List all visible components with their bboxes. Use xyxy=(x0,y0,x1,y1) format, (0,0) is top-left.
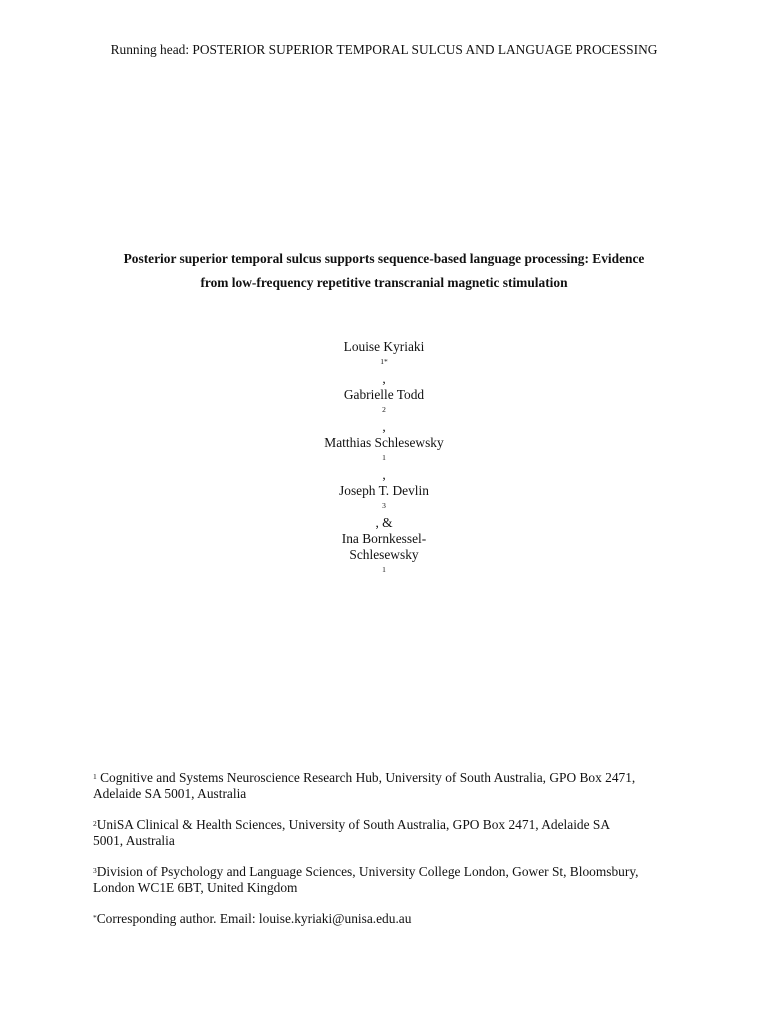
affiliation-text: Cognitive and Systems Neuroscience Research Hub, University of South Australia, GPO Box 2471, xyxy=(96,770,636,785)
affiliation-1 xyxy=(93,770,683,802)
affiliation-text: UniSA Clinical & Health Sciences, University of South Australia, GPO Box 2471, Adelaide SA xyxy=(96,817,611,832)
corresponding-author xyxy=(93,911,683,927)
running-head: Running head: POSTERIOR SUPERIOR TEMPORAL SULCUS AND LANGUAGE PROCESSING xyxy=(110,42,658,57)
author-separator: , xyxy=(382,371,386,386)
author-separator: , xyxy=(382,419,386,434)
affiliation-line xyxy=(93,864,683,880)
affiliation-mark: 1 xyxy=(93,772,97,781)
author-line-2 xyxy=(90,547,678,579)
author-separator: , & xyxy=(375,515,393,530)
paper-title xyxy=(90,247,678,295)
author-name: Matthias Schlesewsky xyxy=(324,435,444,450)
author-affiliation-mark: 2 xyxy=(382,405,386,414)
affiliation-line xyxy=(93,770,683,786)
corresponding-text: Corresponding author. Email: louise.kyriaki@unisa.edu.au xyxy=(96,911,412,926)
author-line-1 xyxy=(90,339,678,547)
author-affiliation-mark: 1* xyxy=(380,357,388,366)
author-affiliation-mark: 1 xyxy=(382,453,386,462)
corresponding-mark: * xyxy=(93,913,97,922)
affiliation-mark: 3 xyxy=(93,866,97,875)
author-name: Schlesewsky xyxy=(349,547,419,562)
affiliation-3 xyxy=(93,864,683,896)
author-affiliation-mark: 1 xyxy=(382,565,386,574)
author-name: Gabrielle Todd xyxy=(343,387,425,402)
title-line-2: from low-frequency repetitive transcranial magnetic stimulation xyxy=(200,275,568,290)
affiliation-text: Division of Psychology and Language Sciences, University College London, Gower St, Bloomsbury, xyxy=(96,864,639,879)
author-affiliation-mark: 3 xyxy=(382,501,386,510)
affiliation-line: Adelaide SA 5001, Australia xyxy=(93,786,247,801)
affiliation-line xyxy=(93,817,683,833)
author-list xyxy=(90,339,678,579)
author-name: Joseph T. Devlin xyxy=(339,483,429,498)
affiliations xyxy=(93,770,683,942)
affiliation-line: London WC1E 6BT, United Kingdom xyxy=(93,880,298,895)
corresponding-line xyxy=(93,911,683,927)
author-separator: , xyxy=(382,467,386,482)
title-line-1: Posterior superior temporal sulcus supports sequence-based language processing: Evidence xyxy=(123,251,645,266)
author-name: Louise Kyriaki xyxy=(343,339,425,354)
affiliation-2 xyxy=(93,817,683,849)
affiliation-line: 5001, Australia xyxy=(93,833,175,848)
author-name: Ina Bornkessel- xyxy=(341,531,427,546)
affiliation-mark: 2 xyxy=(93,819,97,828)
